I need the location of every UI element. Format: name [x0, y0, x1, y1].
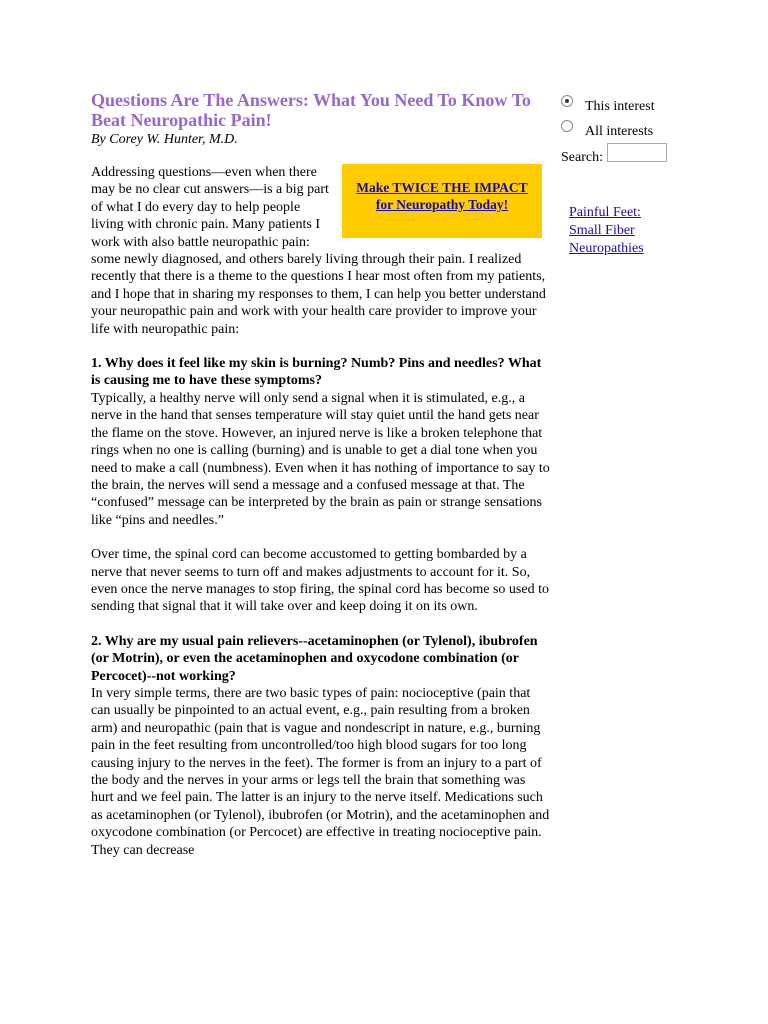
answer-1-paragraph-2: Over time, the spinal cord can become accustomed to getting bombarded by a nerve that never seems to turn off and makes adjustments to account for it. So, even once the nerve manages to stop firing, the spinal cord has become so used to sending that signal that it will take over and keep doing it on its own.: [91, 547, 549, 615]
question-2: 2. Why are my usual pain relievers--acetaminophen (or Tylenol), ibubrofen (or Motrin), or even the acetaminophen and oxycodone combination (or Percocet)--not working?: [91, 633, 538, 684]
promo-box[interactable]: [342, 164, 542, 238]
promo-link[interactable]: [356, 177, 527, 225]
radio-all-interests[interactable]: [561, 118, 761, 143]
answer-2-paragraph-1: In very simple terms, there are two basic types of pain: nocioceptive (pain that can usually be pinpointed to an actual event, e.g., pain resulting from a broken arm) and neuropathic (pain that is vague and nondescript in nature, e.g., burning pain in the feet resulting from uncontrolled/too high blood sugars for too long causing injury to the nerves in the feet). The former is from an injury to a part of the body and the nerves in your arms or legs tell the brain that something was hurt and we feel pain. The latter is an injury to the nerve itself. Medications such as acetaminophen (or Tylenol), ibubrofen (or Motrin), and the acetaminophen and oxycodone combination (or Percocet) are effective in treating nocioceptive pain. They can decrease: [91, 685, 550, 858]
related-link[interactable]: [569, 204, 761, 258]
article: [91, 90, 551, 859]
radio-this-interest-label: This interest: [585, 99, 655, 114]
radio-all-interests-label: All interests: [585, 124, 654, 139]
related-link-line-3[interactable]: Neuropathies: [569, 241, 644, 256]
related-link-line-1[interactable]: Painful Feet:: [569, 205, 641, 220]
radio-this-interest-button[interactable]: [561, 95, 573, 107]
promo-line-1: Make TWICE THE IMPACT: [356, 180, 528, 195]
radio-all-interests-button[interactable]: [561, 120, 573, 132]
search-row: [561, 143, 761, 166]
search-label: Search:: [561, 150, 603, 165]
sidebar: [561, 93, 761, 258]
question-1: 1. Why does it feel like my skin is burning? Numb? Pins and needles? What is causing me to have these symptoms?: [91, 356, 542, 389]
search-input[interactable]: [607, 143, 667, 162]
article-title: Questions Are The Answers: What You Need To Know To Beat Neuropathic Pain!: [91, 90, 531, 130]
related-link-line-2[interactable]: Small Fiber: [569, 223, 635, 238]
promo-line-2: for Neuropathy Today!: [375, 197, 509, 212]
intro-paragraph: Addressing questions—even when there may be no clear cut answers—is a big part of what I do every day to help people living with chronic pain. Many patients I work with also battle neuropathic pain: some newly diagnosed, and others barely living through their pain. I realized recently that there is a theme to the questions I hear most often from my patients, and I hope that in sharing my responses to them, I can help you better understand your neuropathic pain and work with your health care provider to improve your life with neuropathic pain:: [91, 165, 546, 337]
article-body: [91, 164, 551, 859]
radio-this-interest[interactable]: [561, 93, 761, 118]
article-byline: By Corey W. Hunter, M.D.: [91, 132, 238, 147]
answer-1-paragraph-1: Typically, a healthy nerve will only send a signal when it is stimulated, e.g., a nerve in the hand that senses temperature will stay quiet until the hand gets near the flame on the stove. However, an injured nerve is like a broken telephone that rings when no one is calling (burning) and is unable to get a dial tone when you need to make a call (numbness). Even when it has nothing of importance to say to the brain, the nerves will send a message and a confused message at that. The “confused” message can be interpreted by the brain as pain or strange sensations like “pins and needles.”: [91, 390, 550, 528]
